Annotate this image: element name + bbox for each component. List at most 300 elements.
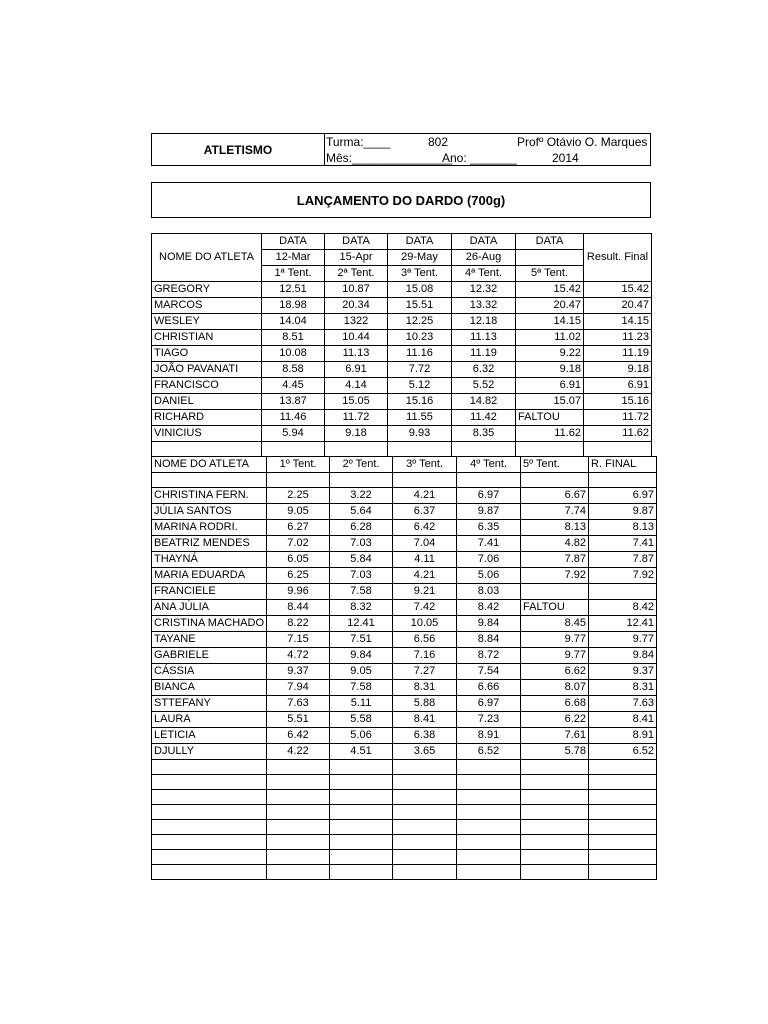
attempt-value: 6.66	[457, 680, 521, 696]
athlete-name: JOÃO PAVANATI	[152, 362, 262, 378]
athlete-row	[152, 504, 657, 520]
attempt-value: 9.05	[330, 664, 393, 680]
attempt-value: 15.07	[516, 394, 584, 410]
final-result: 9.77	[589, 632, 657, 648]
athlete-row	[152, 282, 652, 298]
attempt-value: 14.82	[452, 394, 516, 410]
spacer-row	[152, 442, 652, 457]
athlete-row	[152, 728, 657, 744]
athlete-name: FRANCIELE	[152, 584, 267, 600]
attempt-value: 6.32	[452, 362, 516, 378]
attempt-value: 5.84	[330, 552, 393, 568]
attempt-value: 3.22	[330, 488, 393, 504]
empty-cell	[267, 835, 330, 850]
empty-cell	[589, 835, 657, 850]
attempt-value: 4.22	[267, 744, 330, 760]
final-result: 7.92	[589, 568, 657, 584]
empty-cell	[152, 790, 267, 805]
empty-cell	[457, 805, 521, 820]
athlete-name: BEATRIZ MENDES	[152, 536, 267, 552]
attempt-value: 5.64	[330, 504, 393, 520]
attempt-value: 4.21	[393, 488, 457, 504]
athlete-name: ANA JÚLIA	[152, 600, 267, 616]
attempt-header: 2º Tent.	[330, 457, 393, 473]
empty-cell	[589, 473, 657, 488]
attempt-value: 5.06	[330, 728, 393, 744]
final-result: 8.31	[589, 680, 657, 696]
final-column-header: R. FINAL	[589, 457, 657, 473]
empty-cell	[393, 850, 457, 865]
attempt-value: 7.58	[330, 680, 393, 696]
empty-cell	[152, 760, 267, 775]
attempt-value: 13.87	[262, 394, 325, 410]
athlete-name: THAYNÁ	[152, 552, 267, 568]
attempt-value: 5.94	[262, 426, 325, 442]
results-table-1	[151, 233, 652, 457]
attempt-value: 12.51	[262, 282, 325, 298]
attempt-value: 7.16	[393, 648, 457, 664]
attempt-value: 7.61	[521, 728, 589, 744]
attempt-value: 12.25	[388, 314, 452, 330]
final-result: 7.63	[589, 696, 657, 712]
athlete-row	[152, 648, 657, 664]
athlete-row	[152, 410, 652, 426]
empty-cell	[521, 835, 589, 850]
attempt-value: 5.58	[330, 712, 393, 728]
empty-cell	[330, 835, 393, 850]
date-label: DATA	[388, 234, 452, 250]
attempt-value: 6.67	[521, 488, 589, 504]
empty-cell	[521, 790, 589, 805]
empty-cell	[267, 850, 330, 865]
athlete-name: DJULLY	[152, 744, 267, 760]
athlete-row	[152, 536, 657, 552]
empty-cell	[330, 805, 393, 820]
empty-cell	[457, 473, 521, 488]
attempt-value: 14.04	[262, 314, 325, 330]
attempt-value: 8.35	[452, 426, 516, 442]
empty-row	[152, 805, 657, 820]
attempt-value: 11.72	[325, 410, 388, 426]
attempt-value: 7.04	[393, 536, 457, 552]
empty-cell	[589, 820, 657, 835]
date-label: DATA	[452, 234, 516, 250]
attempt-value: 4.82	[521, 536, 589, 552]
attempt-value: 6.42	[393, 520, 457, 536]
empty-cell	[152, 775, 267, 790]
attempt-value: 4.11	[393, 552, 457, 568]
attempt-value: 15.51	[388, 298, 452, 314]
attempt-value: 7.63	[267, 696, 330, 712]
empty-cell	[589, 805, 657, 820]
empty-cell	[393, 473, 457, 488]
empty-cell	[152, 835, 267, 850]
attempt-value: 5.11	[330, 696, 393, 712]
attempt-value: 7.92	[521, 568, 589, 584]
final-result: 9.37	[589, 664, 657, 680]
attempt-value: 7.58	[330, 584, 393, 600]
attempt-value: 11.02	[516, 330, 584, 346]
attempt-value: 5.88	[393, 696, 457, 712]
subject-label: ATLETISMO	[152, 134, 325, 165]
empty-cell	[262, 442, 325, 457]
empty-row	[152, 820, 657, 835]
attempt-header: 2ª Tent.	[325, 266, 388, 282]
attempt-value: 9.77	[521, 648, 589, 664]
athlete-name: JÚLIA SANTOS	[152, 504, 267, 520]
attempt-value: 8.51	[262, 330, 325, 346]
final-result: 9.18	[584, 362, 652, 378]
attempt-value: 7.42	[393, 600, 457, 616]
athlete-row	[152, 298, 652, 314]
empty-row	[152, 760, 657, 775]
attempt-value: 9.22	[516, 346, 584, 362]
empty-row	[152, 835, 657, 850]
empty-cell	[521, 805, 589, 820]
athlete-row	[152, 712, 657, 728]
empty-cell	[457, 760, 521, 775]
attempt-value: 9.77	[521, 632, 589, 648]
attempt-value: 13.32	[452, 298, 516, 314]
attempt-value: 8.44	[267, 600, 330, 616]
athlete-row	[152, 488, 657, 504]
empty-cell	[589, 775, 657, 790]
date-label: DATA	[325, 234, 388, 250]
date-value: 26-Aug	[452, 250, 516, 266]
final-result: 20.47	[584, 298, 652, 314]
final-result: 11.62	[584, 426, 652, 442]
athlete-name: GREGORY	[152, 282, 262, 298]
empty-cell	[393, 835, 457, 850]
empty-row	[152, 775, 657, 790]
attempt-value: 9.05	[267, 504, 330, 520]
final-result: 8.91	[589, 728, 657, 744]
attempt-value: 6.27	[267, 520, 330, 536]
athlete-name: LAURA	[152, 712, 267, 728]
final-result: 9.84	[589, 648, 657, 664]
athlete-name: TIAGO	[152, 346, 262, 362]
athlete-row	[152, 362, 652, 378]
attempt-value: 6.52	[457, 744, 521, 760]
turma-label: Turma:____	[326, 135, 391, 149]
header-box	[151, 133, 651, 166]
final-result: 8.41	[589, 712, 657, 728]
athlete-name: VINICIUS	[152, 426, 262, 442]
attempt-header: 5ª Tent.	[516, 266, 584, 282]
table1-header-row	[152, 234, 652, 250]
empty-cell	[330, 820, 393, 835]
attempt-value: 15.05	[325, 394, 388, 410]
empty-cell	[521, 775, 589, 790]
attempt-value: 6.97	[457, 488, 521, 504]
attempt-value: 8.13	[521, 520, 589, 536]
attempt-value: 6.05	[267, 552, 330, 568]
final-result: 7.41	[589, 536, 657, 552]
final-result: 6.97	[589, 488, 657, 504]
attempt-value: 4.45	[262, 378, 325, 394]
empty-cell	[325, 442, 388, 457]
attempt-value: 9.37	[267, 664, 330, 680]
empty-cell	[457, 790, 521, 805]
final-result: 11.19	[584, 346, 652, 362]
attempt-value: 7.72	[388, 362, 452, 378]
athlete-row	[152, 680, 657, 696]
date-value: 12-Mar	[262, 250, 325, 266]
athlete-name: TAYANE	[152, 632, 267, 648]
attempt-value: 11.62	[516, 426, 584, 442]
attempt-header: 5º Tent.	[521, 457, 589, 473]
attempt-value: 4.72	[267, 648, 330, 664]
empty-cell	[388, 442, 452, 457]
date-value: 29-May	[388, 250, 452, 266]
attempt-value: 7.87	[521, 552, 589, 568]
empty-cell	[393, 790, 457, 805]
empty-cell	[521, 820, 589, 835]
attempt-value: 11.13	[452, 330, 516, 346]
attempt-value: 8.22	[267, 616, 330, 632]
athlete-name: WESLEY	[152, 314, 262, 330]
date-value	[516, 250, 584, 266]
athlete-name: CRISTINA MACHADO	[152, 616, 267, 632]
athlete-name: RICHARD	[152, 410, 262, 426]
empty-cell	[521, 760, 589, 775]
empty-cell	[589, 865, 657, 880]
attempt-value: 12.41	[330, 616, 393, 632]
attempt-header: 4º Tent.	[457, 457, 521, 473]
attempt-value: 11.16	[388, 346, 452, 362]
attempt-value: 7.03	[330, 536, 393, 552]
attempt-value: 5.12	[388, 378, 452, 394]
empty-cell	[393, 865, 457, 880]
athlete-name: CHRISTINA FERN.	[152, 488, 267, 504]
athlete-row	[152, 394, 652, 410]
empty-cell	[267, 790, 330, 805]
empty-cell	[521, 473, 589, 488]
athlete-row	[152, 664, 657, 680]
attempt-value: FALTOU	[521, 600, 589, 616]
final-result: 8.42	[589, 600, 657, 616]
attempt-value: 10.44	[325, 330, 388, 346]
attempt-value: 7.02	[267, 536, 330, 552]
empty-cell	[584, 442, 652, 457]
attempt-value	[521, 584, 589, 600]
ano-label: Ano: _______	[442, 151, 517, 165]
attempt-value: 7.23	[457, 712, 521, 728]
attempt-value: 10.23	[388, 330, 452, 346]
mes-label: Mês:_______________	[326, 151, 453, 165]
attempt-value: 11.55	[388, 410, 452, 426]
empty-cell	[330, 760, 393, 775]
attempt-value: 11.42	[452, 410, 516, 426]
attempt-value: 6.35	[457, 520, 521, 536]
empty-row	[152, 865, 657, 880]
results-table-2	[151, 456, 657, 880]
final-result: 7.87	[589, 552, 657, 568]
empty-cell	[152, 820, 267, 835]
empty-cell	[267, 760, 330, 775]
attempt-value: 9.87	[457, 504, 521, 520]
page-title: LANÇAMENTO DO DARDO (700g)	[151, 182, 651, 218]
attempt-value: 8.07	[521, 680, 589, 696]
athlete-name: GABRIELE	[152, 648, 267, 664]
attempt-value: 7.06	[457, 552, 521, 568]
empty-cell	[393, 805, 457, 820]
attempt-value: 6.25	[267, 568, 330, 584]
empty-cell	[152, 865, 267, 880]
attempt-value: 6.28	[330, 520, 393, 536]
empty-cell	[330, 850, 393, 865]
athlete-name: CHRISTIAN	[152, 330, 262, 346]
attempt-value: FALTOU	[516, 410, 584, 426]
name-column-header: NOME DO ATLETA	[152, 457, 267, 473]
attempt-value: 12.18	[452, 314, 516, 330]
final-result: 8.13	[589, 520, 657, 536]
attempt-header: 1ª Tent.	[262, 266, 325, 282]
final-result: 15.16	[584, 394, 652, 410]
final-result: 11.23	[584, 330, 652, 346]
attempt-value: 6.22	[521, 712, 589, 728]
athlete-name: STTEFANY	[152, 696, 267, 712]
empty-cell	[330, 775, 393, 790]
empty-cell	[152, 473, 267, 488]
empty-cell	[267, 473, 330, 488]
athlete-name: DANIEL	[152, 394, 262, 410]
empty-row	[152, 790, 657, 805]
empty-cell	[267, 775, 330, 790]
attempt-value: 4.14	[325, 378, 388, 394]
attempt-value: 8.03	[457, 584, 521, 600]
attempt-value: 6.37	[393, 504, 457, 520]
turma-value: 802	[428, 135, 449, 149]
athlete-row	[152, 330, 652, 346]
empty-cell	[521, 865, 589, 880]
athlete-name: LETICIA	[152, 728, 267, 744]
athlete-row	[152, 568, 657, 584]
attempt-value: 9.84	[457, 616, 521, 632]
attempt-value: 11.46	[262, 410, 325, 426]
empty-cell	[457, 865, 521, 880]
athlete-row	[152, 616, 657, 632]
attempt-value: 8.41	[393, 712, 457, 728]
attempt-value: 14.15	[516, 314, 584, 330]
attempt-value: 7.03	[330, 568, 393, 584]
attempt-value: 6.38	[393, 728, 457, 744]
athlete-row	[152, 520, 657, 536]
attempt-value: 3.65	[393, 744, 457, 760]
attempt-value: 5.06	[457, 568, 521, 584]
attempt-value: 8.45	[521, 616, 589, 632]
attempt-value: 8.31	[393, 680, 457, 696]
attempt-value: 2.25	[267, 488, 330, 504]
date-label: DATA	[262, 234, 325, 250]
empty-cell	[267, 805, 330, 820]
attempt-value: 15.16	[388, 394, 452, 410]
final-result: 14.15	[584, 314, 652, 330]
athlete-name: FRANCISCO	[152, 378, 262, 394]
empty-cell	[152, 850, 267, 865]
final-result: 12.41	[589, 616, 657, 632]
attempt-value: 10.87	[325, 282, 388, 298]
athlete-row	[152, 584, 657, 600]
attempt-value: 8.72	[457, 648, 521, 664]
attempt-value: 9.96	[267, 584, 330, 600]
final-result	[589, 584, 657, 600]
attempt-value: 8.84	[457, 632, 521, 648]
attempt-value: 6.91	[325, 362, 388, 378]
attempt-value: 15.08	[388, 282, 452, 298]
attempt-value: 7.54	[457, 664, 521, 680]
empty-cell	[457, 835, 521, 850]
attempt-value: 4.21	[393, 568, 457, 584]
attempt-value: 6.42	[267, 728, 330, 744]
attempt-value: 6.56	[393, 632, 457, 648]
empty-cell	[393, 760, 457, 775]
empty-cell	[516, 442, 584, 457]
athlete-row	[152, 696, 657, 712]
attempt-value: 5.51	[267, 712, 330, 728]
athlete-row	[152, 314, 652, 330]
attempt-value: 5.52	[452, 378, 516, 394]
attempt-value: 9.18	[325, 426, 388, 442]
athlete-row	[152, 600, 657, 616]
attempt-header: 1º Tent.	[267, 457, 330, 473]
final-result: 6.52	[589, 744, 657, 760]
empty-cell	[330, 473, 393, 488]
empty-cell	[267, 865, 330, 880]
attempt-value: 15.42	[516, 282, 584, 298]
attempt-value: 7.41	[457, 536, 521, 552]
attempt-value: 7.94	[267, 680, 330, 696]
attempt-value: 9.18	[516, 362, 584, 378]
athlete-name: MARCOS	[152, 298, 262, 314]
attempt-value: 20.47	[516, 298, 584, 314]
athlete-name: CÁSSIA	[152, 664, 267, 680]
table2-header-row	[152, 457, 657, 473]
empty-cell	[457, 850, 521, 865]
attempt-value: 18.98	[262, 298, 325, 314]
attempt-value: 7.15	[267, 632, 330, 648]
athlete-row	[152, 378, 652, 394]
final-result: 11.72	[584, 410, 652, 426]
empty-row	[152, 850, 657, 865]
date-value: 15-Apr	[325, 250, 388, 266]
attempt-header: 4ª Tent.	[452, 266, 516, 282]
name-column-header: NOME DO ATLETA	[152, 234, 262, 282]
attempt-value: 20.34	[325, 298, 388, 314]
empty-cell	[521, 850, 589, 865]
athlete-row	[152, 552, 657, 568]
empty-cell	[457, 775, 521, 790]
attempt-header: 3º Tent.	[393, 457, 457, 473]
attempt-value: 12.32	[452, 282, 516, 298]
attempt-value: 8.91	[457, 728, 521, 744]
athlete-name: BIANCA	[152, 680, 267, 696]
attempt-header: 3ª Tent.	[388, 266, 452, 282]
empty-cell	[330, 790, 393, 805]
final-column-header: Result. Final	[584, 234, 652, 282]
athlete-row	[152, 346, 652, 362]
empty-cell	[330, 865, 393, 880]
empty-cell	[452, 442, 516, 457]
final-result: 9.87	[589, 504, 657, 520]
spacer-row	[152, 473, 657, 488]
attempt-value: 11.13	[325, 346, 388, 362]
attempt-value: 6.97	[457, 696, 521, 712]
athlete-row	[152, 744, 657, 760]
empty-cell	[457, 820, 521, 835]
attempt-value: 4.51	[330, 744, 393, 760]
attempt-value: 6.68	[521, 696, 589, 712]
